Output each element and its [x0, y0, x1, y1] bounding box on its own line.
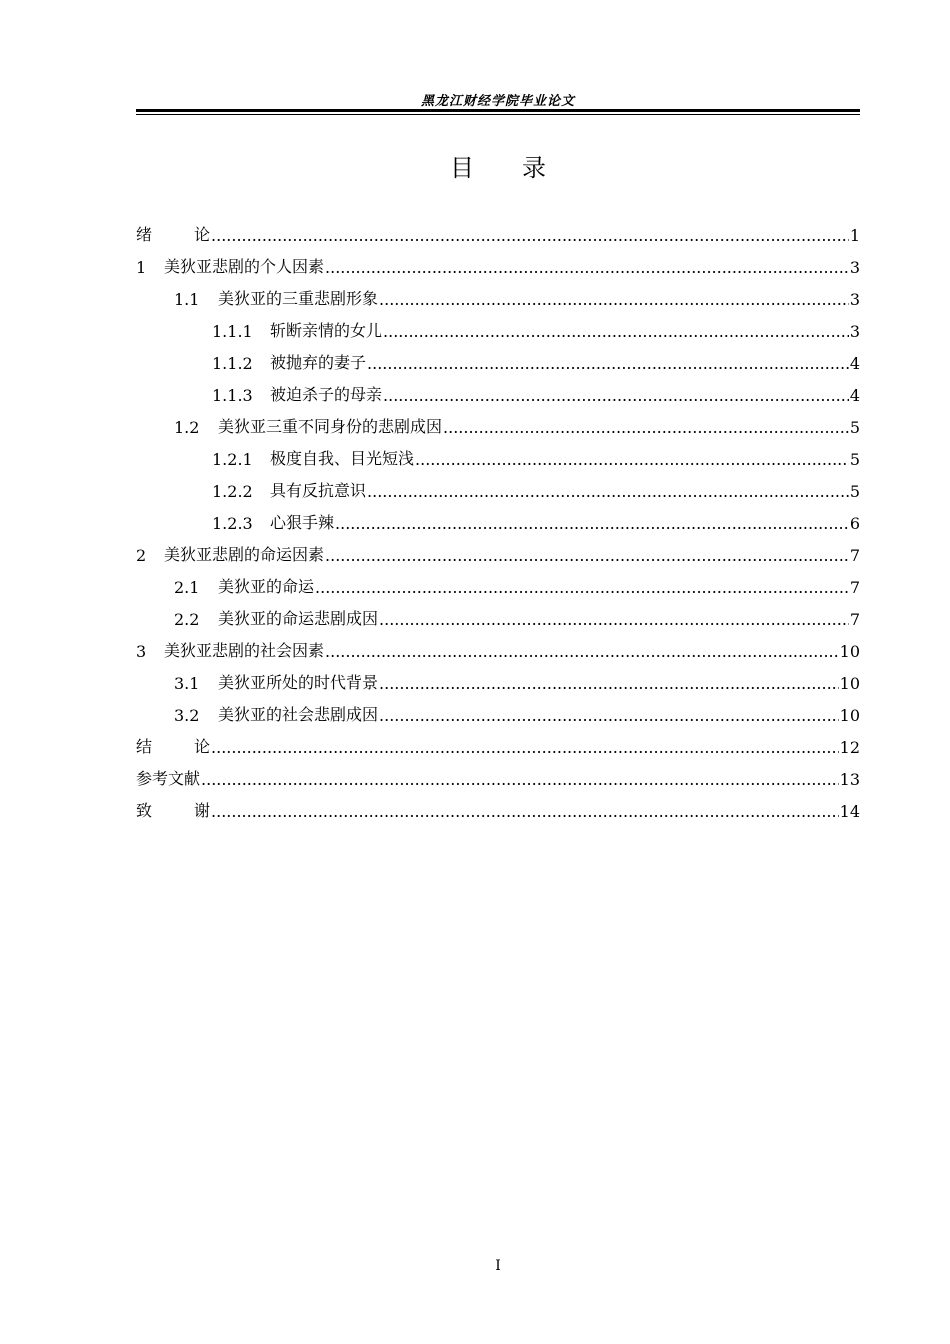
toc-entry-title: 美狄亚悲剧的社会因素	[164, 641, 325, 660]
toc-leader-dots	[325, 546, 849, 565]
toc-leader-dots	[383, 386, 849, 405]
toc-entry-page: 14	[839, 802, 860, 821]
toc-entry[interactable]	[136, 565, 860, 597]
toc-entry[interactable]	[136, 245, 860, 277]
toc-entry-page: 4	[849, 386, 860, 405]
toc-leader-dots	[325, 642, 839, 661]
toc-entry[interactable]	[136, 277, 860, 309]
toc-entry-title: 被抛弃的妻子	[270, 353, 367, 372]
toc-entry-title: 被迫杀子的母亲	[270, 385, 383, 404]
toc-entry-title: 参考文献	[136, 769, 201, 788]
toc-entry-title-part: 致	[136, 801, 153, 820]
toc-entry-title-part: 谢	[194, 801, 211, 820]
toc-entry-number: 3.2	[174, 706, 200, 725]
toc-entry[interactable]	[136, 501, 860, 533]
toc-entry-title-part: 绪	[136, 225, 153, 244]
toc-leader-dots	[211, 802, 839, 821]
toc-title	[136, 148, 860, 183]
toc-entry-number: 3.1	[174, 674, 200, 693]
toc-entry[interactable]	[136, 309, 860, 341]
toc-entry-page: 5	[849, 418, 860, 437]
toc-entry-title: 美狄亚悲剧的命运因素	[164, 545, 325, 564]
running-header: 黑龙江财经学院毕业论文	[420, 94, 575, 109]
toc-entry-number: 3	[136, 642, 147, 661]
toc-entry-title: 心狠手辣	[270, 513, 335, 532]
page-number: I	[495, 1258, 501, 1274]
toc-entry[interactable]	[136, 693, 860, 725]
toc-entry-title-part: 论	[194, 225, 211, 244]
toc-entry-page: 7	[849, 610, 860, 629]
toc-entry-number: 1.2.1	[212, 450, 253, 469]
toc-entry-number: 2.1	[174, 578, 200, 597]
toc-entry[interactable]	[136, 725, 860, 757]
header-rule-thick	[136, 109, 860, 112]
toc-leader-dots	[367, 482, 849, 501]
toc-entry-number: 1.2.2	[212, 482, 253, 501]
toc-entry-number: 2	[136, 546, 147, 565]
toc-entry-page: 5	[849, 482, 860, 501]
toc-leader-dots	[211, 738, 839, 757]
toc-entry[interactable]	[136, 661, 860, 693]
toc-title-char-2: 录	[522, 154, 546, 182]
toc-leader-dots	[325, 258, 849, 277]
toc-leader-dots	[201, 770, 839, 789]
toc-leader-dots	[415, 450, 849, 469]
toc-entry-number: 2.2	[174, 610, 200, 629]
toc-entry-page: 10	[839, 642, 860, 661]
toc-entry-page: 7	[849, 546, 860, 565]
toc-entry[interactable]	[136, 597, 860, 629]
toc-entry-title: 美狄亚悲剧的个人因素	[164, 257, 325, 276]
toc-entry-title: 美狄亚所处的时代背景	[218, 673, 379, 692]
toc-entry[interactable]	[136, 341, 860, 373]
toc-entry-number: 1.1	[174, 290, 200, 309]
toc-leader-dots	[335, 514, 849, 533]
toc-entry-page: 3	[849, 290, 860, 309]
table-of-contents	[136, 213, 860, 821]
toc-entry[interactable]	[136, 213, 860, 245]
toc-entry-title-part: 结	[136, 737, 153, 756]
toc-leader-dots	[379, 674, 839, 693]
toc-entry-number: 1.2	[174, 418, 200, 437]
toc-entry-title: 极度自我、目光短浅	[270, 449, 415, 468]
toc-entry-page: 7	[849, 578, 860, 597]
toc-leader-dots	[211, 226, 849, 245]
toc-leader-dots	[379, 706, 839, 725]
toc-entry-page: 3	[849, 322, 860, 341]
toc-entry-title: 美狄亚的三重悲剧形象	[218, 289, 379, 308]
toc-entry-page: 5	[849, 450, 860, 469]
toc-entry[interactable]	[136, 373, 860, 405]
toc-entry-title: 美狄亚的社会悲剧成因	[218, 705, 379, 724]
toc-entry-page: 1	[849, 226, 860, 245]
toc-leader-dots	[379, 290, 849, 309]
toc-entry-page: 12	[839, 738, 860, 757]
toc-entry[interactable]	[136, 533, 860, 565]
toc-leader-dots	[443, 418, 849, 437]
toc-entry[interactable]	[136, 469, 860, 501]
toc-entry-page: 4	[849, 354, 860, 373]
toc-entry-number: 1	[136, 258, 147, 277]
toc-entry[interactable]	[136, 789, 860, 821]
toc-leader-dots	[383, 322, 849, 341]
toc-entry-page: 10	[839, 706, 860, 725]
toc-entry-number: 1.1.3	[212, 386, 253, 405]
toc-entry[interactable]	[136, 757, 860, 789]
toc-entry-title: 美狄亚的命运悲剧成因	[218, 609, 379, 628]
toc-entry-page: 6	[849, 514, 860, 533]
toc-entry-number: 1.2.3	[212, 514, 253, 533]
toc-leader-dots	[315, 578, 849, 597]
toc-entry-number: 1.1.1	[212, 322, 253, 341]
toc-entry-number: 1.1.2	[212, 354, 253, 373]
header-rule-thin	[136, 114, 860, 115]
toc-entry-title: 具有反抗意识	[270, 481, 367, 500]
toc-entry-page: 10	[839, 674, 860, 693]
toc-title-char-1: 目	[450, 154, 474, 182]
toc-entry-page: 3	[849, 258, 860, 277]
toc-entry[interactable]	[136, 629, 860, 661]
toc-entry-title: 美狄亚三重不同身份的悲剧成因	[218, 417, 443, 436]
toc-entry-title: 斩断亲情的女儿	[270, 321, 383, 340]
toc-leader-dots	[367, 354, 849, 373]
toc-entry-title-part: 论	[194, 737, 211, 756]
toc-entry-title: 美狄亚的命运	[218, 577, 315, 596]
toc-entry[interactable]	[136, 437, 860, 469]
toc-entry-page: 13	[839, 770, 860, 789]
toc-leader-dots	[379, 610, 849, 629]
toc-entry[interactable]	[136, 405, 860, 437]
